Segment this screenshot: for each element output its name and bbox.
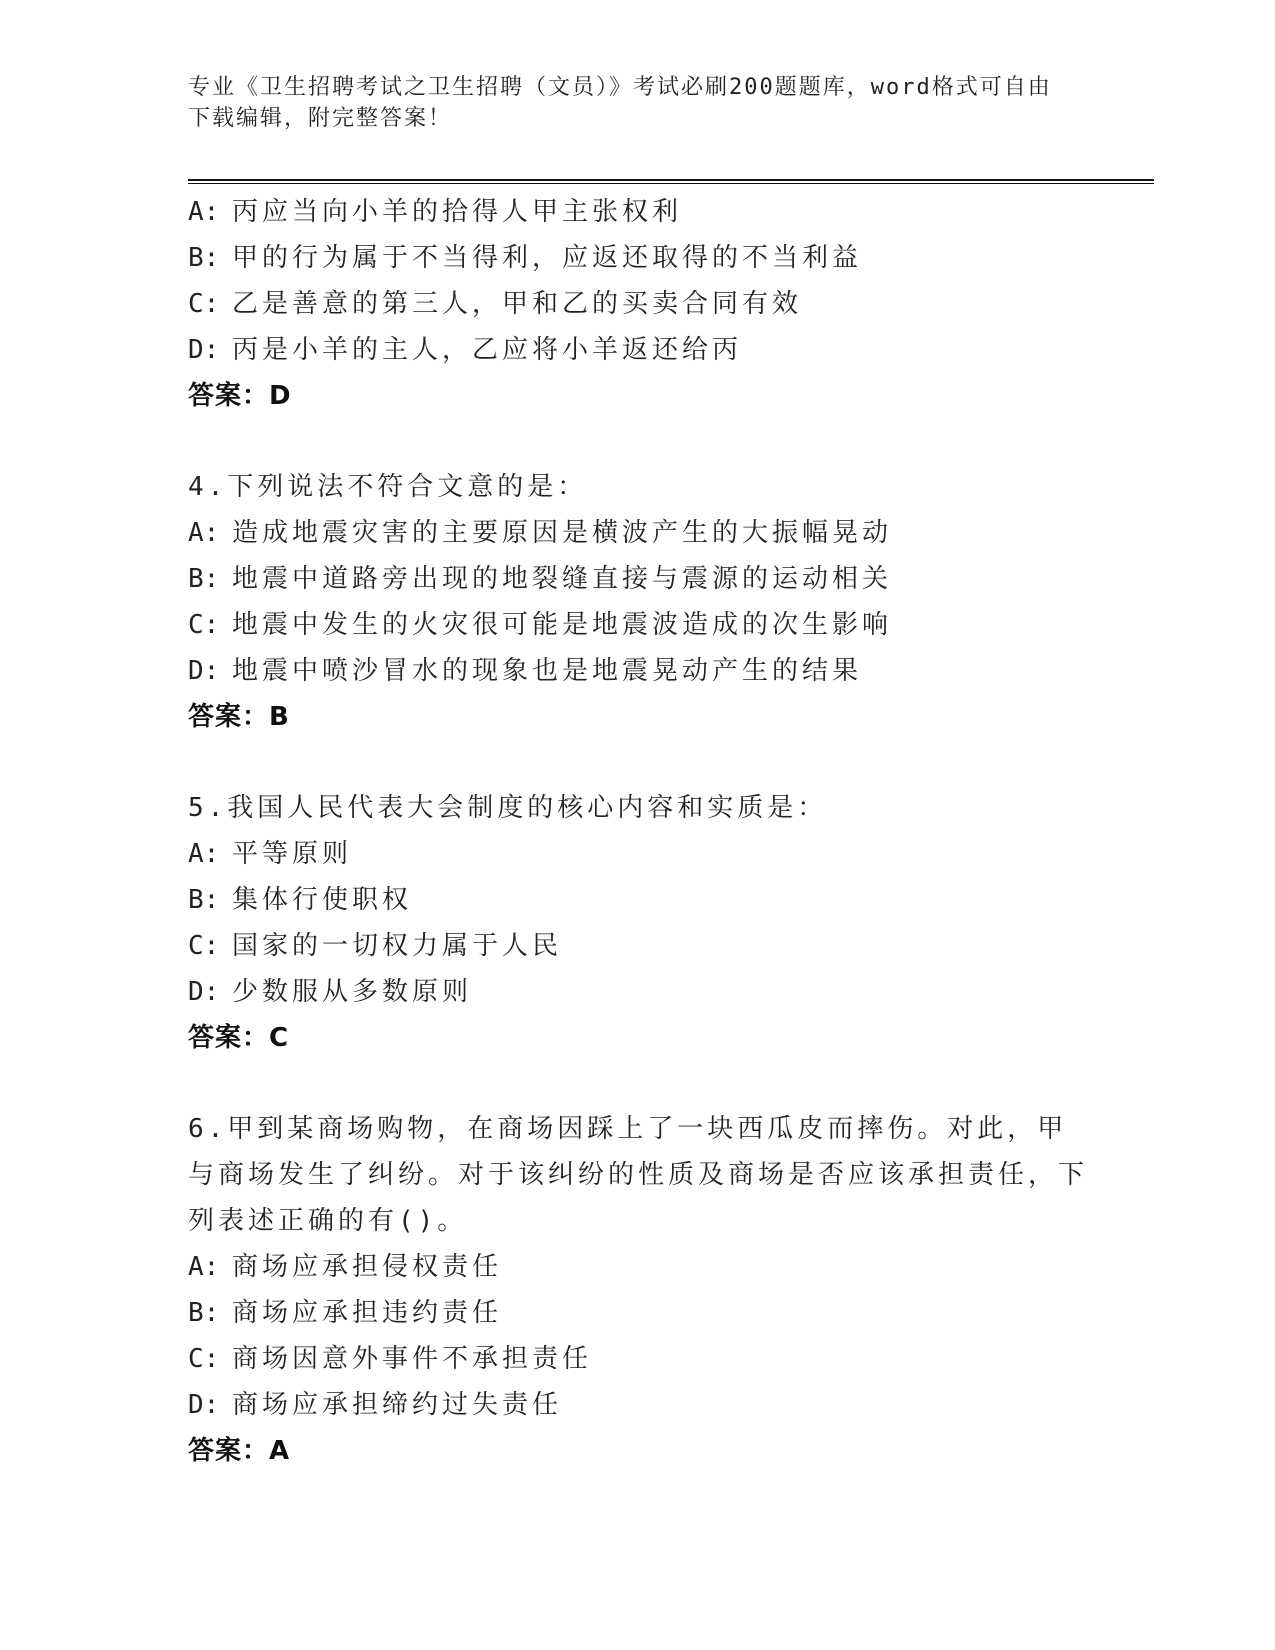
option-a [188, 831, 1088, 877]
question-stem: 6.甲到某商场购物，在商场因踩上了一块西瓜皮而摔伤。对此，甲与商场发生了纠纷。对于该纠纷的性质及商场是否应该承担责任，下列表述正确的有()。 [188, 1114, 1089, 1236]
option-text: 乙是善意的第三人，甲和乙的买卖合同有效 [232, 289, 803, 319]
option-key: B: [188, 1298, 220, 1328]
option-key: A: [188, 518, 220, 548]
option-text: 甲的行为属于不当得利，应返还取得的不当利益 [232, 243, 863, 273]
option-key: D: [188, 1390, 220, 1420]
answer-line: 答案：B [188, 702, 290, 732]
option-text: 少数服从多数原则 [232, 977, 473, 1007]
option-c [188, 923, 1088, 969]
option-key: B: [188, 885, 220, 915]
option-text: 造成地震灾害的主要原因是横波产生的大振幅晃动 [232, 518, 893, 548]
question-stem: 5.我国人民代表大会制度的核心内容和实质是： [188, 793, 828, 823]
option-key: B: [188, 564, 220, 594]
option-d [188, 1382, 1088, 1428]
option-key: C: [188, 931, 220, 961]
answer-line: 答案：A [188, 1436, 291, 1466]
question-6 [188, 1106, 1088, 1474]
option-text: 集体行使职权 [232, 885, 413, 915]
option-d [188, 969, 1088, 1015]
option-a [188, 510, 1088, 556]
option-text: 商场应承担违约责任 [232, 1298, 503, 1328]
question-3-continued [188, 189, 1088, 419]
option-key: D: [188, 977, 220, 1007]
question-4 [188, 464, 1088, 740]
header-divider [188, 179, 1154, 181]
option-a [188, 1244, 1088, 1290]
question-list [188, 189, 1088, 1474]
option-b [188, 1290, 1088, 1336]
option-text: 平等原则 [232, 839, 353, 869]
option-text: 丙应当向小羊的拾得人甲主张权利 [232, 197, 683, 227]
option-key: A: [188, 197, 220, 227]
option-d [188, 648, 1088, 694]
option-b [188, 235, 1088, 281]
option-text: 丙是小羊的主人，乙应将小羊返还给丙 [232, 335, 743, 365]
option-c [188, 281, 1088, 327]
answer-line: 答案：D [188, 381, 292, 411]
option-key: D: [188, 335, 220, 365]
option-key: C: [188, 610, 220, 640]
option-key: C: [188, 1344, 220, 1374]
option-c [188, 602, 1088, 648]
option-b [188, 877, 1088, 923]
option-text: 地震中喷沙冒水的现象也是地震晃动产生的结果 [232, 656, 863, 686]
option-key: C: [188, 289, 220, 319]
header-divider-thin [188, 183, 1154, 184]
option-text: 地震中发生的火灾很可能是地震波造成的次生影响 [232, 610, 893, 640]
option-key: A: [188, 839, 220, 869]
option-b [188, 556, 1088, 602]
option-key: B: [188, 243, 220, 273]
option-c [188, 1336, 1088, 1382]
document-header: 专业《卫生招聘考试之卫生招聘（文员）》考试必刷200题题库，word格式可自由下载编辑，附完整答案！ [188, 75, 1052, 131]
option-d [188, 327, 1088, 373]
answer-line: 答案：C [188, 1023, 290, 1053]
question-5 [188, 785, 1088, 1061]
option-text: 商场应承担缔约过失责任 [232, 1390, 563, 1420]
option-key: D: [188, 656, 220, 686]
option-text: 国家的一切权力属于人民 [232, 931, 563, 961]
option-text: 商场因意外事件不承担责任 [232, 1344, 593, 1374]
option-text: 地震中道路旁出现的地裂缝直接与震源的运动相关 [232, 564, 893, 594]
question-stem: 4.下列说法不符合文意的是： [188, 472, 588, 502]
option-text: 商场应承担侵权责任 [232, 1252, 503, 1282]
option-key: A: [188, 1252, 220, 1282]
option-a [188, 189, 1088, 235]
